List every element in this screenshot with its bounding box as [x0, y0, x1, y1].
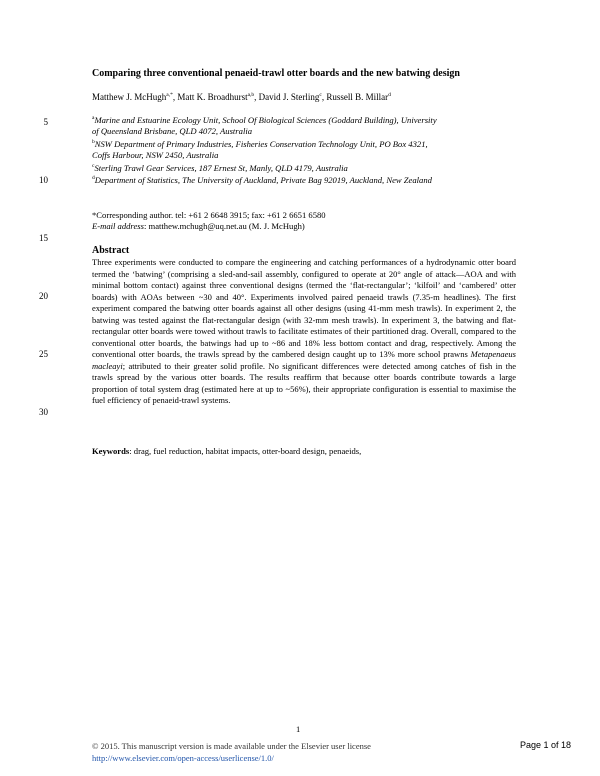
- author-name: Matthew J. McHugh: [92, 92, 167, 102]
- line-number: 30: [39, 407, 48, 417]
- affil-line: NSW Department of Primary Industries, Fisheries Conservation Technology Unit, PO Box 4321,: [94, 138, 428, 149]
- line-number: 5: [43, 117, 48, 127]
- abstract-body: [92, 257, 516, 407]
- affil-line: Sterling Trawl Gear Services, 187 Ernest St, Manly, QLD 4179, Australia: [94, 162, 348, 173]
- corresponding-author: [92, 210, 326, 233]
- author-name: David J. Sterling: [258, 92, 320, 102]
- affiliation-b: [92, 137, 522, 162]
- email-label: E-mail address: [92, 221, 144, 232]
- affil-line: Department of Statistics, The University of Auckland, Private Bag 92019, Auckland, New Zealand: [94, 174, 432, 185]
- affil-line: Coffs Harbour, NSW 2450, Australia: [92, 150, 219, 161]
- license-text: © 2015. This manuscript version is made available under the Elsevier user license: [92, 741, 371, 751]
- affil-line: Marine and Estuarine Ecology Unit, School Of Biological Sciences (Goddard Building), University: [94, 114, 437, 125]
- affil-marker: c: [92, 163, 95, 169]
- abstract-heading: Abstract: [92, 245, 130, 256]
- affil-marker: a: [92, 115, 95, 121]
- license-footer: [92, 740, 371, 764]
- affil-marker: d: [92, 175, 95, 181]
- affil-marker: b: [92, 139, 95, 145]
- corresponding-contact: *Corresponding author. tel: +61 2 6648 3915; fax: +61 2 6651 6580: [92, 210, 326, 220]
- author-name: Russell B. Millar: [326, 92, 389, 102]
- line-number: 20: [39, 291, 48, 301]
- affil-line: of Queensland Brisbane, QLD 4072, Australia: [92, 126, 253, 137]
- page-number: 1: [296, 724, 301, 734]
- affiliation-a: [92, 113, 522, 138]
- author-affil: c: [319, 92, 322, 98]
- affiliation-d: [92, 173, 522, 186]
- keywords: [92, 446, 361, 456]
- author-name: Matt K. Broadhurst: [177, 92, 248, 102]
- license-link[interactable]: http://www.elsevier.com/open-access/userlicense/1.0/: [92, 753, 274, 763]
- line-number: 25: [39, 349, 48, 359]
- line-number: 10: [39, 175, 48, 185]
- author-list: Matthew J. McHugh$^{a,*}$, Matt K. Broadhurst$^{a,b}$, David J. Sterling$^c$, Russell B. Millar$^d$: [92, 92, 391, 102]
- author-affil: a,b: [247, 92, 255, 98]
- line-number: 15: [39, 233, 48, 243]
- keywords-list: : drag, fuel reduction, habitat impacts, otter-board design, penaeids,: [129, 446, 362, 456]
- abstract-text: ; attributed to their greater solid profile. No significant differences were detected among catches of fish in the trawls spread by the various otter boards. The results reaffirm that because otter boards contribute towards a large proportion of total system drag (estimated here at up to ~56%), their appropriate configuration is essential to maximise the fuel efficiency of penaeid-trawl systems.: [92, 360, 516, 405]
- paper-title: Comparing three conventional penaeid-trawl otter boards and the new batwing design: [92, 68, 460, 79]
- species-name: Metapenaeus macleayi: [92, 349, 516, 371]
- abstract-text: Three experiments were conducted to compare the engineering and catching performances of a hydrodynamic otter board termed the ‘batwing’ (comprising a sled-and-sail assembly, configured to operate at 20° angle of attack—AOA and with minimal bottom contact) against three conventional designs (termed the ‘flat-rectangular’; ‘kilfoil’ and ‘cambered’ otter boards) with AOAs between ~30 and 40°. Experiments involved paired penaeid trawls (7.35-m headlines). The first experiment compared the batwing otter boards against all other designs (using 41-mm mesh trawls). In experiment 2, the batwing was tested against the flat-rectangular design (with 32-mm mesh trawls). In experiment 3, the batwing and flat-rectangular otter boards were towed without trawls to facilitate estimates of their partitioned drag. Overall, compared to the conventional otter boards, the batwings had up to ~86 and 18% less bottom contact and drag, respectively. Among the conventional otter boards, the trawls spread by the cambered design caught up to 13% more school prawns: [92, 257, 516, 359]
- author-affil: d: [388, 92, 391, 98]
- keywords-label: Keywords: [92, 446, 130, 456]
- page-of-indicator: Page 1 of 18: [520, 740, 572, 750]
- author-affil: a,*: [166, 92, 173, 98]
- email-address: : matthew.mchugh@uq.net.au (M. J. McHugh): [143, 221, 305, 232]
